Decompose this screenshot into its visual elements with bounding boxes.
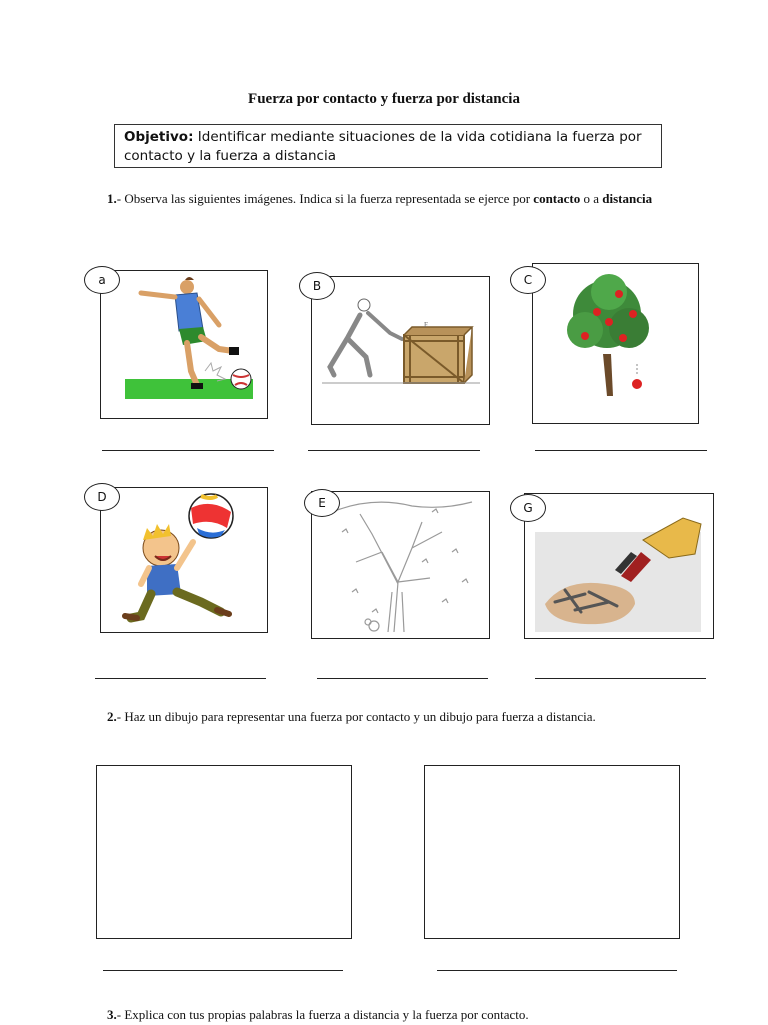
- question-3-number: 3.: [107, 1007, 117, 1022]
- apple-tree-icon: [533, 264, 698, 423]
- answer-line-c[interactable]: [535, 450, 707, 451]
- question-1-text: - Observa las siguientes imágenes. Indica si la fuerza representada se ejerce por: [116, 191, 534, 206]
- question-3-text: - Explica con tus propias palabras la fuerza a distancia y la fuerza por contacto.: [116, 1007, 529, 1022]
- answer-line-b[interactable]: [308, 450, 480, 451]
- answer-line-e[interactable]: [317, 678, 488, 679]
- question-2: [107, 706, 667, 727]
- answer-line-d[interactable]: [95, 678, 266, 679]
- label-circle-a: [84, 266, 120, 294]
- label-c: C: [523, 273, 533, 287]
- soccer-kick-icon: [101, 271, 267, 418]
- image-box-b: [311, 276, 490, 425]
- magnet-nails-icon: [525, 494, 713, 638]
- label-circle-d: [84, 483, 120, 511]
- objective-box: [114, 124, 662, 168]
- drawing-box-distance[interactable]: [424, 765, 680, 939]
- image-box-a: [100, 270, 268, 419]
- drawing-box-contact[interactable]: [96, 765, 352, 939]
- word-distancia: distancia: [602, 191, 653, 206]
- label-circle-c: [510, 266, 546, 294]
- label-circle-g: [510, 494, 546, 522]
- question-2-text: - Haz un dibujo para representar una fuerza por contacto y un dibujo para fuerza a distancia.: [116, 709, 596, 724]
- label-circle-e: [304, 489, 340, 517]
- question-1: [107, 188, 667, 209]
- tree-wind-icon: [312, 492, 489, 638]
- label-e: E: [318, 496, 326, 510]
- image-box-c: [532, 263, 699, 424]
- label-d: D: [97, 490, 107, 504]
- question-2-number: 2.: [107, 709, 117, 724]
- objective-text: Identificar mediante situaciones de la vida cotidiana la fuerza por contacto y la fuerza a distancia: [124, 129, 642, 164]
- objective-label: Objetivo:: [124, 129, 194, 145]
- image-box-g: [524, 493, 714, 639]
- answer-line-g[interactable]: [535, 678, 706, 679]
- label-a: a: [98, 273, 106, 287]
- image-box-e: [311, 491, 490, 639]
- question-1-number: 1.: [107, 191, 117, 206]
- image-box-d: [100, 487, 268, 633]
- question-3: [107, 1004, 707, 1025]
- answer-line-a[interactable]: [102, 450, 274, 451]
- label-circle-b: [299, 272, 335, 300]
- page-title: Fuerza por contacto y fuerza por distancia: [248, 91, 520, 107]
- word-contacto: contacto: [533, 191, 581, 206]
- question-1-text-mid: o a: [580, 191, 603, 206]
- push-box-icon: [312, 277, 489, 424]
- answer-line-drawing-distance[interactable]: [437, 970, 677, 971]
- label-b: B: [312, 279, 322, 293]
- svg-text:F: F: [424, 321, 428, 329]
- ball-child-icon: [101, 488, 267, 632]
- label-g: G: [523, 501, 533, 515]
- answer-line-drawing-contact[interactable]: [103, 970, 343, 971]
